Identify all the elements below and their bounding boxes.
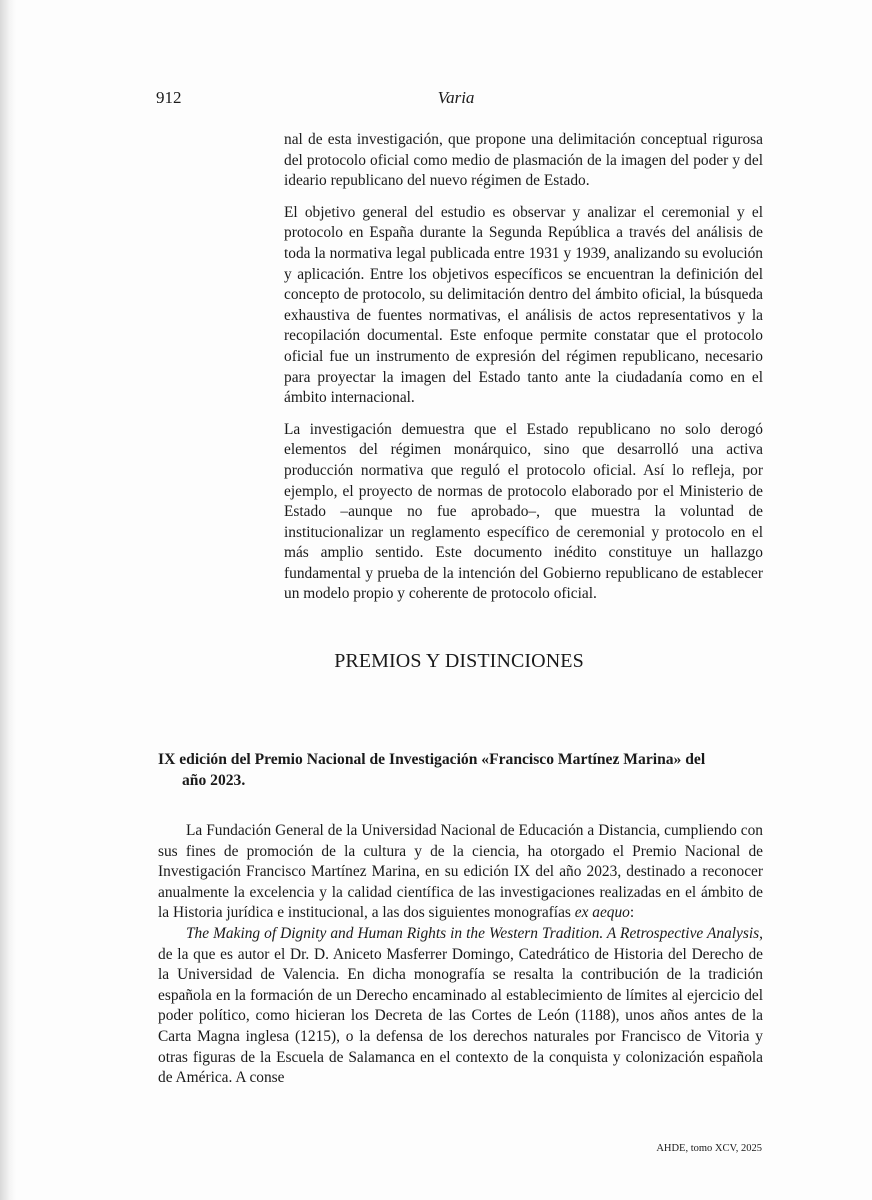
body-text-run: , de la que es autor el Dr. D. Aniceto Masferrer Domingo, Catedrático de Historia del Derecho de la Universidad de Valencia. En dicha monografía se resalta la contribución de la tradición española en la formación de un Derecho encaminado al establecimiento de límites al ejercicio del poder político, como hicieran los Decreta de las Cortes de León (1188), unos años antes de la Carta Magna inglesa (1215), o la defensa de los derechos naturales por Francisco de Vitoria y otras figuras de la Escuela de Salamanca en el contexto de la conquista y colonización española de América. A conse [158,924,763,1087]
book-title: The Making of Dignity and Human Rights in the Western Tradition. A Retrospective Analysis [186,924,760,942]
body-text [158,821,763,1089]
award-title-line: año 2023. [182,772,246,789]
page-header [0,86,872,110]
award-title-line: IX edición del Premio Nacional de Investigación «Francisco Martínez Marina» del [158,751,706,768]
body-italic-run: ex aequo [574,904,630,922]
award-title [158,749,762,791]
section-title: PREMIOS Y DISTINCIONES [334,650,584,672]
page-edge-shadow [0,0,16,1200]
abstract-paragraph: El objetivo general del estudio es observar y analizar el ceremonial y el protocolo en España durante la Segunda República a través del análisis de toda la normativa legal publicada entre 1931 y 1939, analizando su evolución y aplicación. Entre los objetivos específicos se encuentran la definición del concepto de protocolo, su delimitación dentro del ámbito oficial, la búsqueda exhaustiva de fuentes normativas, el análisis de actos representativos y la recopilación documental. Este enfoque permite constatar que el protocolo oficial fue un instrumento de expresión del régimen republicano, necesario para proyectar la imagen del Estado tanto ante la ciudadanía como en el ámbito internacional. [284,203,763,407]
abstract-block [284,130,763,616]
page-footer: AHDE, tomo XCV, 2025 [656,1143,762,1154]
abstract-paragraph: nal de esta investigación, que propone una delimitación conceptual rigurosa del protocolo oficial como medio de plasmación de la imagen del poder y del ideario republicano del nuevo régimen de Estado. [284,131,763,190]
body-paragraph [158,821,763,924]
body-paragraph [158,924,763,1089]
running-head: Varia [437,88,475,107]
body-text-run: : [629,904,635,922]
body-text-run: La Fundación General de la Universidad Nacional de Educación a Distancia, cumpliendo con sus fines de promoción de la cultura y de la ciencia, ha otorgado el Premio Nacional de Investigación Francisco Martínez Marina, en su edición IX del año 2023, destinado a reconocer anualmente la excelencia y la calidad científica de las investigaciones realizadas en el ámbito de la Historia jurídica e institucional, a las dos siguientes monografías [158,822,763,922]
page-number: 912 [156,88,182,107]
abstract-paragraph: La investigación demuestra que el Estado republicano no solo derogó elementos del régimen monárquico, sino que desarrolló una activa producción normativa que reguló el protocolo oficial. Así lo refleja, por ejemplo, el proyecto de normas de protocolo elaborado por el Ministerio de Estado –aunque no fue aprobado–, que muestra la voluntad de institucionalizar un reglamento específico de ceremonial y protocolo en el más amplio sentido. Este documento inédito constituye un hallazgo fundamental y prueba de la intención del Gobierno republicano de establecer un modelo propio y coherente de protocolo oficial. [284,420,763,603]
